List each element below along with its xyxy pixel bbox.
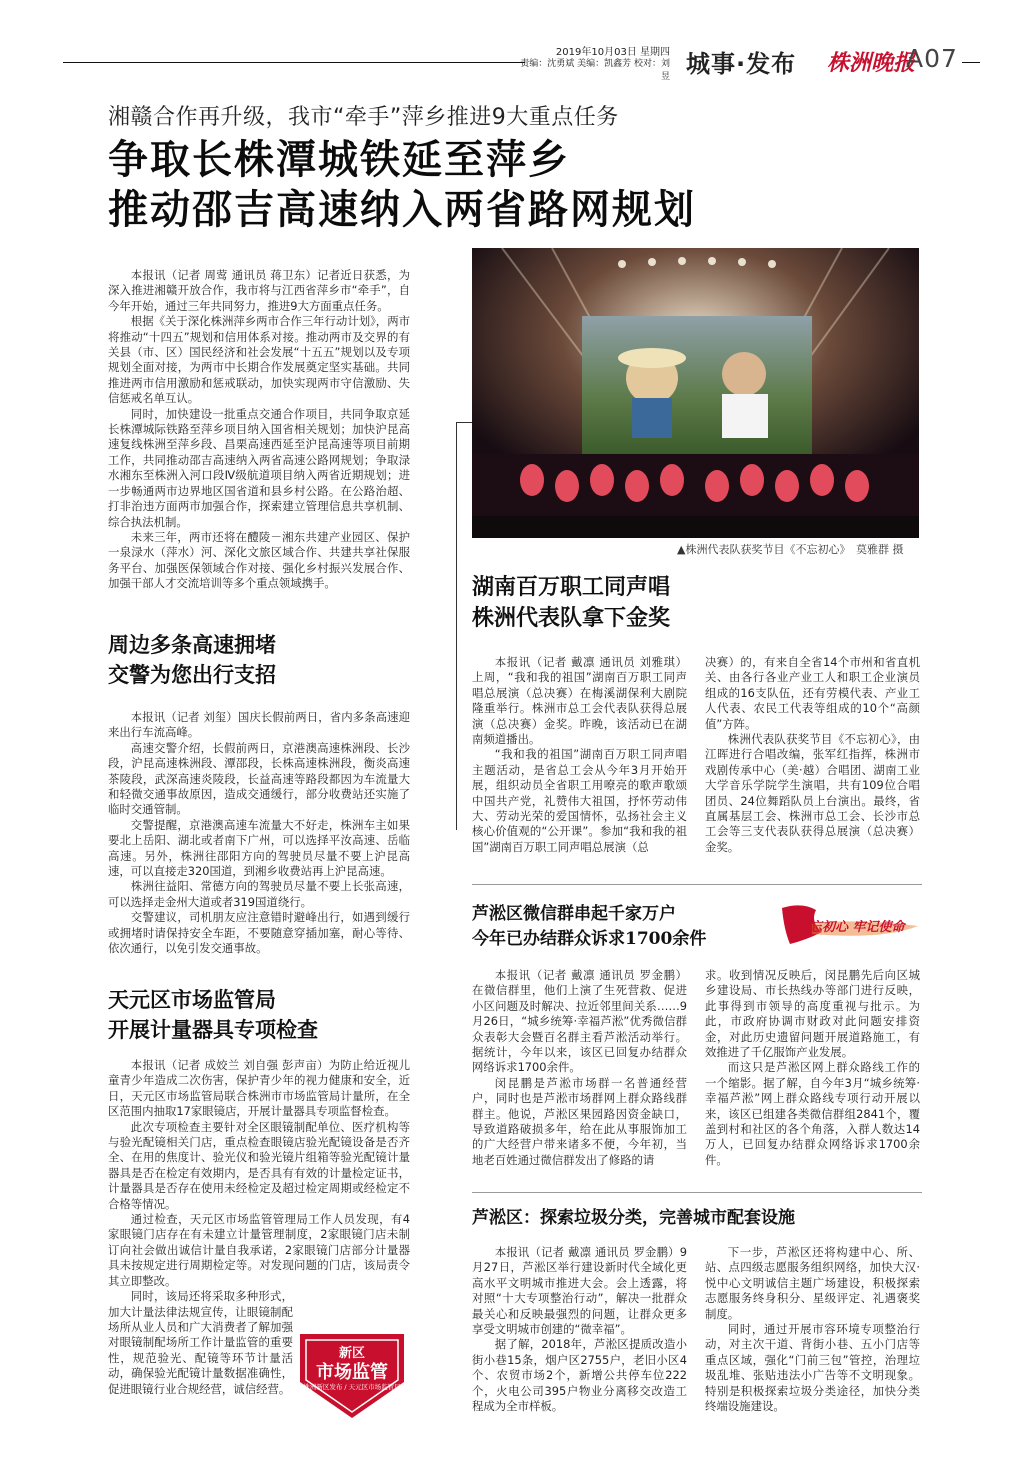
- garbage-col-1: [472, 1245, 687, 1414]
- paragraph: 通过检查，天元区市场监管管理局工作人员发现，有4家眼镜门店存在有未建立计量管理制度，2家眼镜门店未制订向社会做出诚信计量自我承诺，2家眼镜门店部分计量器具未按规定进行周期检定等。对发现问题的门店，该局责令其立即整改。: [108, 1212, 410, 1288]
- paragraph: 同时，通过开展市容环境专项整治行动，对主次干道、背街小巷、五小门店等重点区域，强化“门前三包”管控，治理垃圾乱堆、张贴违法小广告等不文明现象。特别是积极探索垃圾分类途径，加快分类终端设施建设。: [705, 1322, 920, 1414]
- garbage-col-2: [705, 1245, 920, 1414]
- wechat-headline-1: 芦淞区微信群串起千家万户: [472, 904, 676, 924]
- wechat-rule: [472, 884, 922, 885]
- paragraph: 本报讯（记者 戴凛 通讯员 罗金鹏）在微信群里，他们上演了生死营救、促进小区问题及时解决、拉近邻里间关系……9月26日，“城乡统筹·幸福芦淞”优秀微信群众表彰大会暨百名群主看芦淞活动举行。据统计，今年以来，该区已回复办结群众网络诉求1700余件。: [472, 968, 687, 1075]
- paragraph: 未来三年，两市还将在醴陵－湘东共建产业园区、保护一泉渌水（萍水）河、深化文旅区域合作、共建共享社保服务平台、加强医保领域合作对接、强化乡村振兴发展合作、加强干部人才交流培训等多个重点领域携手。: [108, 529, 410, 591]
- paragraph: 本报讯（记者 戴凛 通讯员 罗金鹏）9月27日，芦淞区举行建设新时代全域化更高水平文明城市推进大会。会上透露，将对照“十大专项整治行动”，解决一批群众最关心和反映最强烈的问题，让群众更多享受文明城市创建的“微幸福”。: [472, 1245, 687, 1337]
- badge-sub: 株洲新区发布 / 天元区市场监管局: [303, 1383, 401, 1391]
- paragraph: 决赛）的，有来自全省14个市州和省直机关、由各行各业产业工人和职工企业演员组成的16支队伍，还有劳模代表、产业工人代表、农民工代表等组成的10个“高颜值”方阵。: [705, 655, 920, 731]
- concert-photo: [472, 248, 919, 538]
- paragraph: 交警提醒，京港澳高速车流量大不好走，株洲车主如果要北上岳阳、湖北或者南下广州，可以选择平汝高速、岳临高速。另外，株洲往邵阳方向的驾驶员尽量不要上沪昆高速，可以直接走320国道，到湘乡收费站再上沪昆高速。: [108, 817, 410, 879]
- paragraph: 下一步，芦淞区还将构建中心、所、站、点四级志愿服务组织网络，加快大汉·悦中心文明诚信主题广场建设，积极探索志愿服务终身积分、星级评定、礼遇褒奖制度。: [705, 1245, 920, 1321]
- stage-illustration: [472, 248, 919, 538]
- page-number: A07: [906, 44, 958, 73]
- paragraph: 而这只是芦淞区网上群众路线工作的一个缩影。据了解，自今年3月“城乡统筹·幸福芦淞”网上群众路线专项行动开展以来，该区已组建各类微信群组2841个，覆盖到村和社区的各个角落，入群人数达14万人，已回复办结群众网络诉求1700余件。: [705, 1060, 920, 1167]
- garbage-headline: 芦淞区：探索垃圾分类，完善城市配套设施: [472, 1208, 795, 1228]
- traffic-body: [108, 710, 410, 957]
- lead-headline-1: 争取长株潭城铁延至萍乡: [108, 137, 570, 183]
- paragraph: “我和我的祖国”湖南百万职工同声唱主题活动，是省总工会从今年3月开始开展，组织动员全省职工用嘹亮的歌声歌颂中国共产党，礼赞伟大祖国，抒怀劳动伟大、劳动光荣的爱国情怀，弘扬社会主义核心价值观的“公开课”。参加“我和我的祖国”湖南百万职工同声唱总展演（总: [472, 747, 687, 854]
- traffic-headline-2: 交警为您出行支招: [108, 662, 276, 687]
- header-rule-left: [63, 62, 525, 63]
- market-headline-1: 天元区市场监管局: [108, 987, 276, 1012]
- photo-caption: ▲株洲代表队获奖节目《不忘初心》 莫雅群 摄: [677, 543, 904, 556]
- market-headline-2: 开展计量器具专项检查: [108, 1017, 318, 1042]
- paragraph: 闵昆鹏是芦淞市场群一名普通经营户，同时也是芦淞市场群网上群众路线群群主。他说，芦淞区果园路因资金缺口，导致道路破损多年，给在此从事服饰加工的广大经营户带来诸多不便，今年初，当地老百姓通过微信群发出了修路的请: [472, 1075, 687, 1167]
- traffic-headline-1: 周边多条高速拥堵: [108, 632, 276, 657]
- gold-col-1: [472, 655, 687, 855]
- campaign-logo: [772, 900, 922, 950]
- paragraph: 据了解，2018年，芦淞区提质改造小街小巷15条，烟户区2755户，老旧小区4个、农贸市场2个，新增公共停车位222个，火电公司395户物业分离移交改造工程成为全市样板。: [472, 1337, 687, 1414]
- paragraph: 同时，加快建设一批重点交通合作项目，共同争取京延长株潭城际铁路至萍乡项目纳入国省相关规划；加快沪昆高速复线株洲至萍乡段、昌栗高速西延至沪昆高速等项目前期工作，共同推动邵吉高速纳入两省高速公路网规划；争取渌水湘东至株洲入河口段Ⅳ级航道项目纳入两省近期规划；进一步畅通两市边界地区国省道和县乡村公路。在公路治超、打非治违方面两市加强合作，探索建立管理信息共享机制、综合执法机制。: [108, 406, 410, 529]
- lead-kicker: 湘赣合作再升级，我市“牵手”萍乡推进9大重点任务: [108, 105, 619, 130]
- lead-headline-2: 推动邵吉高速纳入两省路网规划: [108, 187, 696, 233]
- paragraph: 本报讯（记者 刘玺）国庆长假前两日，省内多条高速迎来出行车流高峰。: [108, 710, 410, 740]
- gold-bracket-top: [456, 422, 472, 423]
- lead-body: [108, 268, 410, 592]
- gold-headline-2: 株洲代表队拿下金奖: [472, 605, 671, 631]
- gold-bracket: [456, 422, 457, 830]
- paragraph: 株洲代表队获奖节目《不忘初心》，由江晖进行合唱改编，张军红指挥，株洲市戏剧传承中心（美·越）合唱团、湖南工业大学音乐学院学生演唱，共有109位合唱团员、24位舞蹈队员上台演出。最终，省直属基层工会、株洲市总工会、长沙市总工会等三支代表队获得总展演（总决赛）金奖。: [705, 732, 920, 854]
- header-editors: 责编：沈勇斌 美编：凯鑫芳 校对：刘昱: [520, 59, 670, 82]
- garbage-rule: [472, 1192, 922, 1193]
- section-title: 城事·发布: [686, 50, 797, 78]
- paragraph: 株洲往益阳、常德方向的驾驶员尽量不要上长张高速，可以选择走金州大道或者319国道绕行。: [108, 879, 410, 909]
- paragraph: 高速交警介绍，长假前两日，京港澳高速株洲段、长沙段，沪昆高速株洲段、潭邵段，长株高速株洲段，衡炎高速茶陵段，武深高速炎陵段，长益高速等路段都因为车流量大和轻微交通事故原因，造成交通缓行，部分收费站还实施了临时交通管制。: [108, 740, 410, 817]
- campaign-logo-text: 不忘初心 牢记使命: [796, 920, 905, 935]
- gold-col-2: [705, 655, 920, 855]
- gold-headline-1: 湖南百万职工同声唱: [472, 574, 671, 600]
- paragraph: 此次专项检查主要针对全区眼镜制配单位、医疗机构等与验光配镜相关门店，重点检查眼镜店验光配镜设备是否齐全、在用的焦度计、验光仪和验光镜片组箱等验光配镜计量器具是否在检定有效期内，是否具有有效的计量检定证书，计量器具是否存在使用未经检定及超过检定周期或经检定不合格等情况。: [108, 1119, 410, 1211]
- wechat-col-1: [472, 968, 687, 1168]
- paragraph: 同时，该局还将采取多种形式，加大计量法律法规宣传，让眼镜制配场所从业人员和广大消费者了解加强对眼镜制配场所工作计量监管的重要性，规范验光、配镜等环节计量活动，确保验光配镜计量数据准确性，促进眼镜行业合规经营，诚信经营。: [108, 1289, 293, 1396]
- header-rule-right: [962, 62, 980, 63]
- badge-top: 新区: [338, 1346, 365, 1361]
- wechat-headline-2: 今年已办结群众诉求1700余件: [472, 929, 707, 949]
- wechat-col-2: [705, 968, 920, 1168]
- paragraph: 本报讯（记者 周莺 通讯员 蒋卫东）记者近日获悉，为深入推进湘赣开放合作，我市将与江西省萍乡市“牵手”，自今年开始，通过三年共同努力，推进9大方面重点任务。: [108, 268, 410, 313]
- newspaper-logo: 株洲晚报: [827, 50, 916, 76]
- badge-main: 市场监管: [316, 1362, 388, 1383]
- paragraph: 本报讯（记者 戴凛 通讯员 刘雅琪）上周，“我和我的祖国”湖南百万职工同声唱总展演（总决赛）在梅溪湖保利大剧院隆重举行。株洲市总工会代表队获得总展演（总决赛）金奖。昨晚，该活动已在湖南频道播出。: [472, 655, 687, 747]
- header-date: 2019年10月03日 星期四: [555, 47, 670, 58]
- paragraph: 求。收到情况反映后，闵昆鹏先后向区城乡建设局、市长热线办等部门进行反映，此事得到市领导的高度重视与批示。为此，市政府协调市财政对此问题安排资金，对此历史遗留问题开展道路施工，有效推进了千亿服饰产业发展。: [705, 968, 920, 1060]
- market-badge: [296, 1330, 408, 1420]
- paragraph: 交警建议，司机朋友应注意错时避峰出行，如遇到缓行或拥堵时请保持安全车距，不要随意穿插加塞，耐心等待、依次通行，以免引发交通事故。: [108, 910, 410, 956]
- paragraph: 根据《关于深化株洲萍乡两市合作三年行动计划》，两市将推动“十四五”规划和信用体系对接。推动两市及交界的有关县（市、区）国民经济和社会发展“十五五”规划以及专项规划全面对接，为两市中长期合作发展奠定坚实基础。共同推进两市信用激励和惩戒联动，加快实现两市守信激励、失信惩戒名单互认。: [108, 314, 410, 406]
- paragraph: 本报讯（记者 成姣兰 刘自强 彭声亩）为防止给近视儿童青少年造成二次伤害，保护青少年的视力健康和安全，近日，天元区市场监管局联合株洲市市场监管局计量所，在全区范围内抽取17家眼镜店，开展计量器具专项监督检查。: [108, 1058, 410, 1119]
